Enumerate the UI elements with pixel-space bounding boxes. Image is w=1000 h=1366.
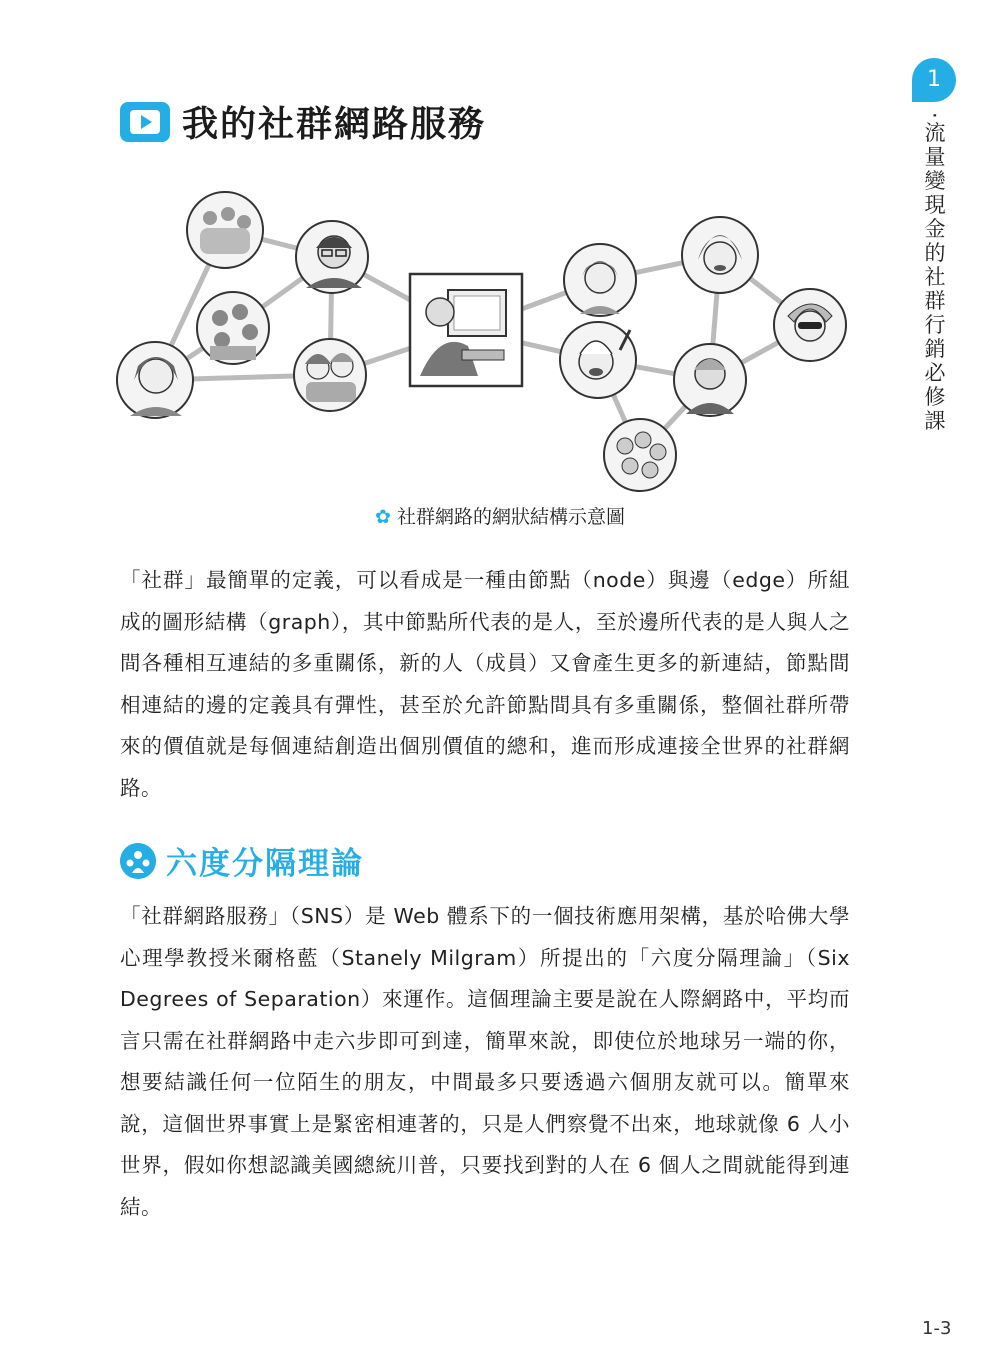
section-title-1: 我的社群網路服務 — [182, 104, 487, 145]
node-man-glasses — [296, 221, 368, 293]
node-group-people — [197, 292, 269, 364]
paragraph-1: 「社群」最簡單的定義，可以看成是一種由節點（node）與邊（edge）所組成的圖形結構（graph），其中節點所代表的是人，至於邊所代表的是人與人之間各種相互連結的多重關係，新的人（成員）又會產生更多的新連結，節點間相連結的邊的定義具有彈性，甚至於允許節點間具有多重關係，整個社群所帶來的價值就是每個連結創造出個別價值的總和，進而形成連接全世界的社群網路。 — [120, 568, 850, 800]
node-man-sunglasses — [774, 289, 846, 361]
node-group-cartoon — [604, 419, 676, 491]
node-girl-waving — [564, 244, 636, 316]
paragraph-2: 「社群網路服務」（SNS）是 Web 體系下的一個技術應用架構，基於哈佛大學心理學教授米爾格藍（Stanely Milgram）所提出的「六度分隔理論」（Six Degrees of Separation）來運作。這個理論主要是說在人際網路中，平均而言只需在社群網路中走六步即可到達，簡單來說，即使位於地球另一端的你，想要結識任何一位陌生的朋友，中間最多只要透過六個朋友就可以。簡單來說，這個世界事實上是緊密相連著的，只是人們察覺不出來，地球就像 6 人小世界，假如你想認識美國總統川普，只要找到對的人在 6 個人之間就能得到連結。 — [120, 904, 850, 1219]
node-group-photo — [187, 192, 263, 268]
node-boy-cheering — [560, 322, 636, 398]
social-network-diagram — [110, 180, 850, 500]
play-icon — [120, 102, 170, 142]
chapter-title-vertical: ‧流量變現金的社群行銷必修課 — [922, 112, 946, 434]
node-old-man — [674, 344, 746, 416]
node-computer-user — [410, 274, 522, 386]
node-woman-curly — [682, 217, 758, 293]
chapter-number-badge: 1 — [912, 58, 956, 102]
section-heading-1 — [120, 96, 486, 147]
network-nodes — [117, 192, 846, 491]
figure-caption — [0, 502, 1000, 529]
node-woman — [117, 342, 193, 418]
section-title-2: 六度分隔理論 — [166, 846, 364, 882]
section-heading-2 — [120, 838, 364, 883]
people-icon — [120, 843, 156, 879]
node-couple — [294, 339, 366, 411]
figure-caption-text: 社群網路的網狀結構示意圖 — [396, 506, 625, 528]
gear-icon: ✿ — [375, 506, 391, 528]
page-number: 1-3 — [922, 1318, 952, 1339]
